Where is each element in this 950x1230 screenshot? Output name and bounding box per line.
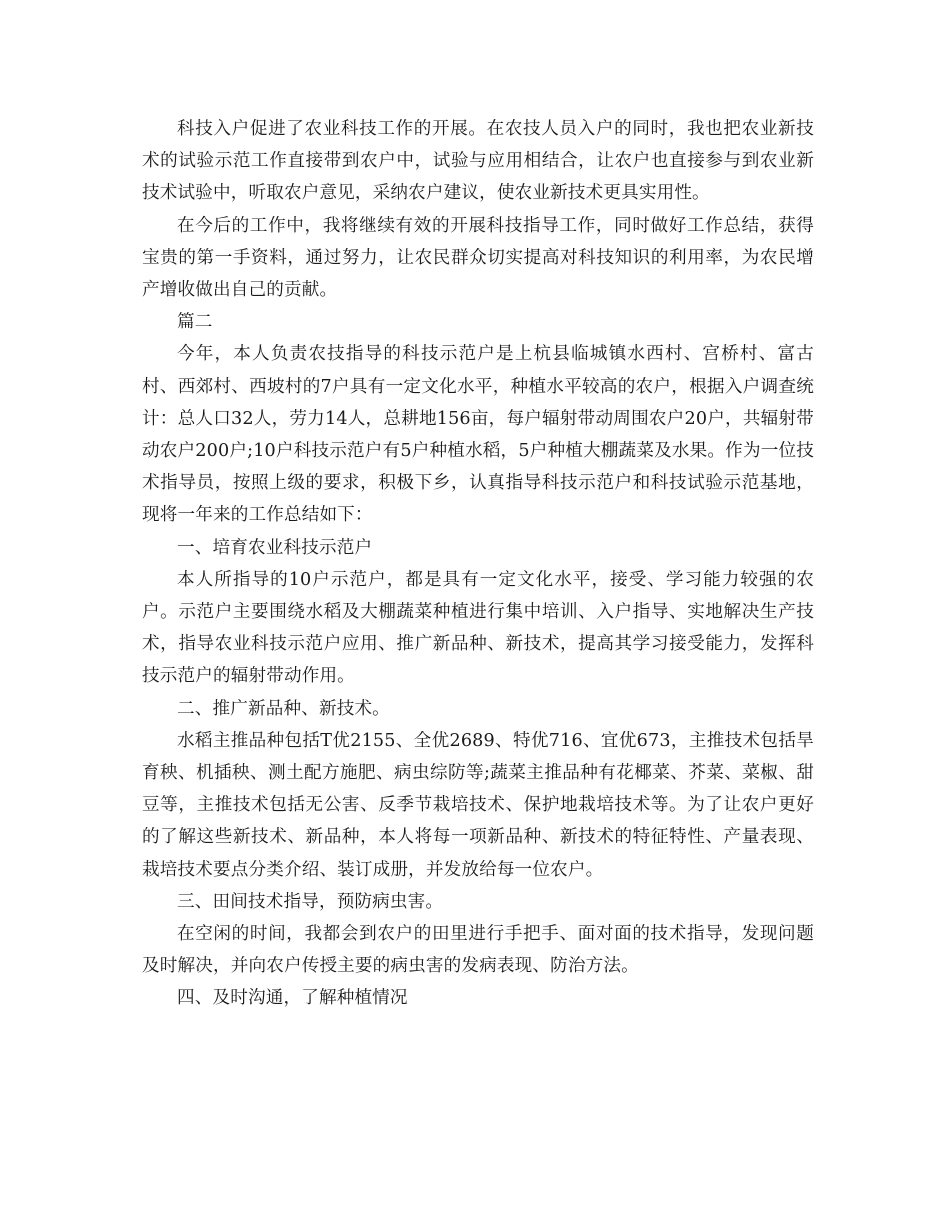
paragraph-future-work: 在今后的工作中，我将继续有效的开展科技指导工作，同时做好工作总结，获得宝贵的第一手资料，通过努力，让农民群众切实提高对科技知识的利用率，为农民增产增收做出自己的贡献。 [142, 215, 814, 301]
heading-cultivate-demo-households: 一、培育农业科技示范户 [177, 537, 373, 558]
heading-promote-new-varieties: 二、推广新品种、新技术。 [177, 698, 390, 719]
heading-field-guidance: 三、田间技术指导，预防病虫害。 [177, 891, 444, 912]
section-heading-part-two: 篇二 [177, 312, 213, 333]
document-body [142, 113, 814, 1015]
paragraph-this-year-overview: 今年，本人负责农技指导的科技示范户是上杭县临城镇水西村、宫桥村、富古村、西郊村、西坡村的7户具有一定文化水平，种植水平较高的农户，根据入户调查统计：总人口32人，劳力14人，总耕地156亩，每户辐射带动周围农户20户，共辐射带动农户200户;10户科技示范户有5户种植水稻，5户种植大棚蔬菜及水果。作为一位技术指导员，按照上级的要求，积极下乡，认真指导科技示范户和科技试验示范基地，现将一年来的工作总结如下： [142, 344, 814, 526]
paragraph-new-varieties: 水稻主推品种包括T优2155、全优2689、特优716、宜优673，主推技术包括旱育秧、机插秧、测土配方施肥、病虫综防等;蔬菜主推品种有花椰菜、芥菜、菜椒、甜豆等，主推技术包括无公害、反季节栽培技术、保护地栽培技术等。为了让农户更好的了解这些新技术、新品种，本人将每一项新品种、新技术的特征特性、产量表现、栽培技术要点分类介绍、装订成册，并发放给每一位农户。 [142, 730, 814, 880]
paragraph-demo-households: 本人所指导的10户示范户，都是具有一定文化水平，接受、学习能力较强的农户。示范户主要围绕水稻及大棚蔬菜种植进行集中培训、入户指导、实地解决生产技术，指导农业科技示范户应用、推广新品种、新技术，提高其学习接受能力，发挥科技示范户的辐射带动作用。 [142, 569, 814, 687]
paragraph-intro-tech-household: 科技入户促进了农业科技工作的开展。在农技人员入户的同时，我也把农业新技术的试验示范工作直接带到农户中，试验与应用相结合，让农户也直接参与到农业新技术试验中，听取农户意见，采纳农户建议，使农业新技术更具实用性。 [142, 119, 814, 204]
heading-timely-communication: 四、及时沟通，了解种植情况 [177, 988, 408, 1009]
paragraph-field-guidance: 在空闲的时间，我都会到农户的田里进行手把手、面对面的技术指导，发现问题及时解决，并向农户传授主要的病虫害的发病表现、防治方法。 [142, 924, 814, 977]
